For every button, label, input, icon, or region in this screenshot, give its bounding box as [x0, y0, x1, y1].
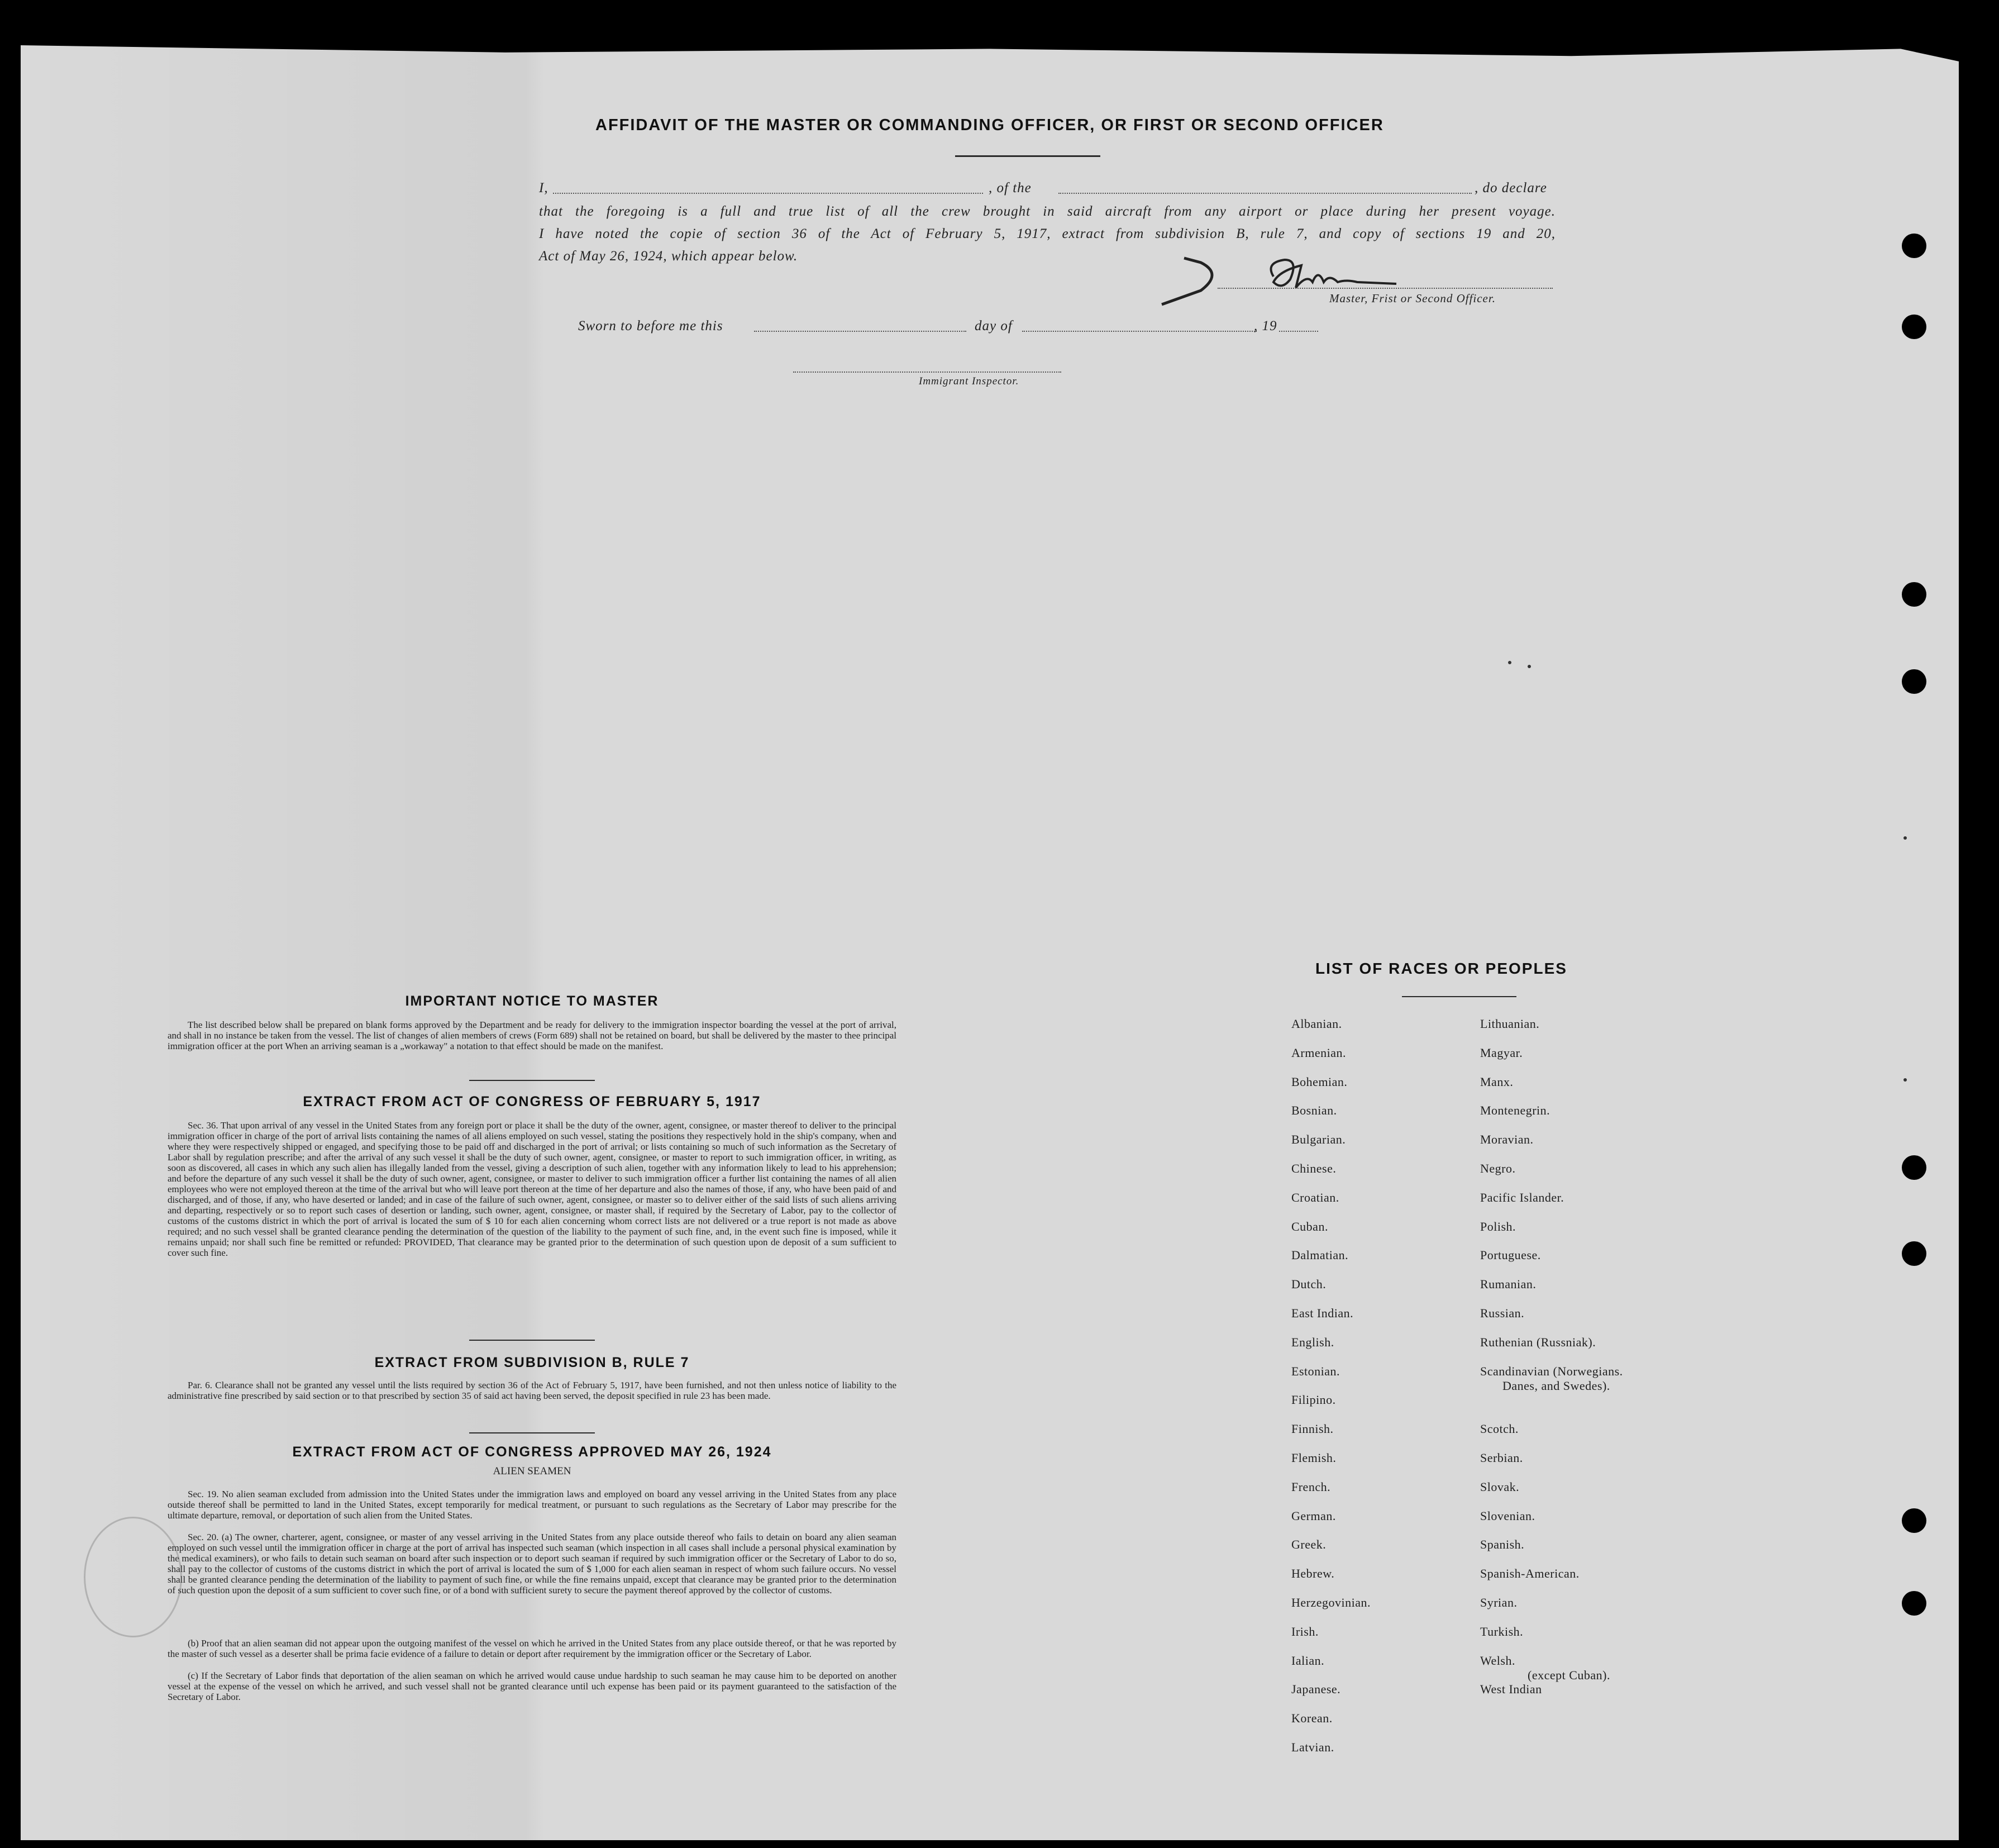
signature-caption: Master, Frist or Second Officer.: [1329, 292, 1496, 305]
margin-mark: [1903, 836, 1907, 840]
faint-seal-stamp: [84, 1517, 182, 1637]
race-item: Turkish.: [1480, 1624, 1524, 1639]
race-item: Bulgarian.: [1291, 1132, 1346, 1147]
race-item: Pacific Islander.: [1480, 1190, 1564, 1204]
race-item: Bohemian.: [1291, 1074, 1348, 1089]
extract-1924-title: EXTRACT FROM ACT OF CONGRESS APPROVED MAY 26, 1924: [292, 1444, 772, 1460]
race-item: Cuban.: [1291, 1219, 1328, 1233]
binder-hole: [1902, 1241, 1926, 1266]
divider: [469, 1080, 595, 1081]
race-item: Danes, and Swedes).: [1502, 1378, 1610, 1393]
race-item: Latvian.: [1291, 1740, 1334, 1754]
sec-20c-text: (c) If the Secretary of Labor finds that deportation of the alien seaman on which he arrived would cause undue hardship to such seaman he may cause him to be deported on another vessel at the expense of the vessel on which he arrived, and such vessel shall not be granted clearance until uch expense has been paid or its payment guaranteed to the satisfaction of the Secretary of Labor.: [168, 1670, 896, 1702]
race-item: Japanese.: [1291, 1682, 1341, 1697]
race-item: Korean.: [1291, 1711, 1333, 1726]
race-item: Slovenian.: [1480, 1508, 1535, 1523]
race-item: Dalmatian.: [1291, 1248, 1349, 1263]
race-item: Filipino.: [1291, 1393, 1336, 1407]
race-item: Scandinavian (Norwegians.: [1480, 1364, 1623, 1378]
race-item: German.: [1291, 1508, 1336, 1523]
race-item: Spanish.: [1480, 1537, 1525, 1552]
sworn-day-blank: [754, 331, 966, 332]
day-of-text: day of: [975, 318, 1013, 334]
race-item: Scotch.: [1480, 1422, 1519, 1436]
race-item: Lithuanian.: [1480, 1017, 1540, 1031]
race-item: Armenian.: [1291, 1045, 1346, 1060]
notice-title: IMPORTANT NOTICE TO MASTER: [405, 993, 659, 1009]
affidavit-line-2: that the foregoing is a full and true list of all the crew brought in said aircraft from any airport or place during her present voyage.: [539, 204, 1556, 219]
margin-mark: [1903, 1078, 1907, 1082]
extract-rule7-title: EXTRACT FROM SUBDIVISION B, RULE 7: [374, 1355, 690, 1370]
race-item: Irish.: [1291, 1624, 1319, 1639]
month-blank: [1022, 331, 1257, 332]
race-item: Finnish.: [1291, 1422, 1334, 1436]
race-item: Ialian.: [1291, 1653, 1325, 1668]
race-item: Spanish-American.: [1480, 1566, 1580, 1581]
race-item: Dutch.: [1291, 1277, 1327, 1292]
extract-1917-text: Sec. 36. That upon arrival of any vessel in the United States from any foreign port or place it shall be the duty of the owner, agent, consignee, or master thereof to deliver to the principal immigration officer in charge of the port of arrival lists containing the names of all aliens employed on such vessel, stating the positions they respectively hold in the ship's company, when and where they were respectively shipped or engaged, and specifying those to be paid off and discharged in the port of arrival; or lists containing so much of such information as the Secretary of Labor shall by regulation prescribe; and after the arrival of any such vessel it shall be the duty of such owner, agent, consignee, or master to report to such immigration officer, in writing, as soon as discovered, all cases in which any such alien has illegally landed from the vessel, giving a description of such alien, together with any information likely to lead to his apprehension; and before the departure of any such vessel it shall be the duty of such owner, agent, consignee, or master to deliver to such immigration officer a further list containing the names of all alien employees who were not employed thereon at the time of the arrival but who will leave port thereon at the time of her departure and also the names of those, if any, who have been paid of and discharged, and of those, if any, who have deserted or landed; and in case of the failure of such owner, agent, consignee, or master so to deliver either of the said lists of such aliens arriving and departing, respectively or so to report such cases of desertion or landing, such owner, agent, consignee, or master shall, if required by the Secretary of Labor, pay to the collector of customs of the customs district in which the port of arrival is located the sum of $ 10 for each alien concerning whom correct lists are not delivered or a true report is not made as above required; and no such vessel shall be granted clearance pending the determination of the question of the liability to the payment of such fine, and, in the event such fine is imposed, while it remains unpaid; nor shall such fine be remitted or refunded: PROVIDED, That clearance may be granted prior to the determination of such question upon de deposit of a sum sufficient to cover such fine.: [168, 1120, 896, 1258]
signature-line: [1218, 288, 1553, 289]
race-item: Syrian.: [1480, 1595, 1518, 1609]
sec-20a-text: Sec. 20. (a) The owner, charterer, agent, consignee, or master of any vessel arriving in the United States from any place outside thereof who fails to detain on board any alien seaman employed on such vessel until the immigration officer in charge at the port of arrival has inspected such seaman (which inspection in all cases shall include a personal physical examination by the medical examiners), or who fails to detain such seaman on board after such inspection or to deport such seaman if required by such immigration officer or the Secretary of Labor to do so, shall pay to the collector of customs of the customs district in which the port of arrival is located the sum of $ 1,000 for each alien seaman in respect of whom such failure occurs. No vessel shall be granted clearance pending the determination of the liability to payment of such fine, or while the fine remains unpaid, except that clearance may be granted prior to the determination of such question upon the deposit of a sum sufficient to cover such fine, or of a bond with sufficient surety to secure the payment thereof approved by the collector of customs.: [168, 1532, 896, 1595]
race-item: East Indian.: [1291, 1306, 1354, 1320]
race-item: Chinese.: [1291, 1161, 1337, 1175]
race-item: West Indian: [1480, 1682, 1542, 1697]
sec-19-text: Sec. 19. No alien seaman excluded from admission into the United States under the immigration laws and employed on board any vessel arriving in the United States from any place outside thereof shall be permitted to land in the United States, except temporarily for medical treatment, or pursuant to such regulations as the Secretary of Labor may prescribe for the ultimate departure, removal, or deportation of such alien from the United States.: [168, 1489, 896, 1521]
race-item: Polish.: [1480, 1219, 1516, 1233]
binder-hole: [1902, 669, 1926, 694]
alien-seamen-subtitle: ALIEN SEAMEN: [493, 1465, 571, 1477]
race-item: Herzegovinian.: [1291, 1595, 1371, 1609]
race-item: Serbian.: [1480, 1451, 1523, 1465]
binder-hole: [1902, 1591, 1926, 1616]
year-blank: [1279, 331, 1318, 332]
sworn-text: Sworn to before me this: [578, 318, 723, 334]
race-item: Albanian.: [1291, 1017, 1342, 1031]
race-item: (except Cuban).: [1528, 1668, 1610, 1682]
binder-hole: [1902, 1508, 1926, 1533]
affidavit-line-3: I have noted the copie of section 36 of the Act of February 5, 1917, extract from subdivision B, rule 7, and copy of sections 19 and 20,: [539, 226, 1556, 241]
extract-1917-title: EXTRACT FROM ACT OF CONGRESS OF FEBRUARY 5, 1917: [303, 1094, 761, 1109]
extract-rule7-text: Par. 6. Clearance shall not be granted any vessel until the lists required by section 36 of the Act of February 5, 1917, have been furnished, and not then unless notice of liability to the administrative fine prescribed by said section or to that prescribed by section 35 of said act having been served, the deposit specified in rule 23 has been made.: [168, 1380, 896, 1401]
binder-hole: [1902, 582, 1926, 607]
affidavit-line-i: I,: [539, 180, 548, 196]
race-item: Croatian.: [1291, 1190, 1339, 1204]
race-item: English.: [1291, 1335, 1334, 1349]
race-item: Portuguese.: [1480, 1248, 1541, 1263]
year-text: , 19: [1254, 318, 1277, 334]
race-item: Bosnian.: [1291, 1103, 1337, 1118]
vessel-blank: [1058, 193, 1472, 194]
inspector-signature-line: [793, 371, 1061, 373]
binder-hole: [1902, 1155, 1926, 1180]
margin-mark: [1528, 665, 1531, 668]
divider: [469, 1432, 595, 1433]
race-item: Hebrew.: [1291, 1566, 1335, 1581]
races-title: LIST OF RACES OR PEOPLES: [1315, 960, 1567, 977]
margin-mark: [1508, 661, 1511, 664]
affidavit-title: AFFIDAVIT OF THE MASTER OR COMMANDING OFFICER, OR FIRST OR SECOND OFFICER: [595, 116, 1384, 134]
race-item: Welsh.: [1480, 1653, 1515, 1668]
notice-text: The list described below shall be prepared on blank forms approved by the Department and be ready for delivery to the immigration inspector boarding the vessel at the port of arrival, and shall in no instance be taken from the vessel. The list of changes of alien members of crews (Form 689) shall not be retained on board, but shall be delivered by the master to thee principal immigration officer at the port When an arriving seaman is a „workaway" a notation to that effect should be made on the manifest.: [168, 1020, 896, 1051]
race-item: French.: [1291, 1479, 1331, 1494]
race-item: Flemish.: [1291, 1451, 1337, 1465]
race-item: Moravian.: [1480, 1132, 1534, 1147]
binder-hole: [1902, 234, 1926, 258]
binder-hole: [1902, 315, 1926, 339]
sec-20b-text: (b) Proof that an alien seaman did not appear upon the outgoing manifest of the vessel on which he arrived in the United States from any place outside thereof, or that he was reported by the master of such vessel as a deserter shall be prima facie evidence of a failure to detain or deport after requirement by the immigration officer or the Secretary of Labor.: [168, 1638, 896, 1659]
race-item: Estonian.: [1291, 1364, 1340, 1378]
race-item: Manx.: [1480, 1074, 1514, 1089]
affidavit-line-of: , of the: [989, 180, 1032, 196]
race-item: Greek.: [1291, 1537, 1327, 1552]
races-rule: [1402, 996, 1516, 997]
affidavit-line-declare: , do declare: [1475, 180, 1547, 196]
race-item: Rumanian.: [1480, 1277, 1537, 1292]
inspector-caption: Immigrant Inspector.: [919, 375, 1019, 387]
name-blank: [553, 193, 983, 194]
race-item: Magyar.: [1480, 1045, 1523, 1060]
affidavit-line-4: Act of May 26, 1924, which appear below.: [539, 249, 798, 264]
race-item: Negro.: [1480, 1161, 1516, 1175]
race-item: Slovak.: [1480, 1479, 1520, 1494]
title-rule: [955, 155, 1100, 157]
race-item: Montenegrin.: [1480, 1103, 1550, 1118]
divider: [469, 1340, 595, 1341]
race-item: Ruthenian (Russniak).: [1480, 1335, 1596, 1349]
race-item: Russian.: [1480, 1306, 1525, 1320]
